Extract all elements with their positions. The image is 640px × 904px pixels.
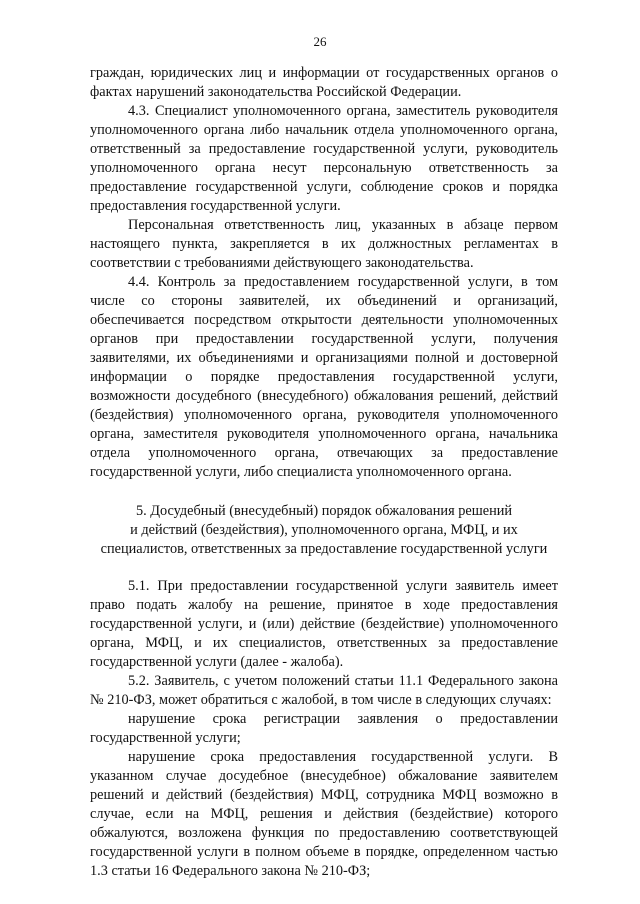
paragraph: 5.2. Заявитель, с учетом положений статьи 11.1 Федерального закона № 210-ФЗ, может обратиться с жалобой, в том числе в следующих случаях: — [90, 673, 558, 708]
paragraph: граждан, юридических лиц и информации от государственных органов о фактах нарушений законодательства Российской Федерации. — [90, 65, 558, 100]
paragraph: 4.3. Специалист уполномоченного органа, заместитель руководителя уполномоченного органа либо начальник отдела уполномоченного органа, ответственный за предоставление государственной услуги, руководитель уполномоченного органа несут персональную ответственность за предоставление государственной услуги, соблюдение сроков и порядка предоставления государственной услуги. — [90, 103, 558, 214]
section-heading-line: и действий (бездействия), уполномоченного органа, МФЦ, и их — [130, 522, 518, 538]
section-heading-line: специалистов, ответственных за предоставление государственной услуги — [100, 541, 548, 557]
paragraph: нарушение срока регистрации заявления о предоставлении государственной услуги; — [90, 711, 558, 746]
section-heading-line: 5. Досудебный (внесудебный) порядок обжалования решений — [135, 503, 513, 519]
paragraph: 4.4. Контроль за предоставлением государственной услуги, в том числе со стороны заявителей, их объединений и организаций, обеспечивается посредством открытости деятельности уполномоченных органов при предоставлении государственной услуги, получения заявителями, их объединениями и организациями полной и достоверной информации о порядке предоставления государственной услуги, возможности досудебного (внесудебного) обжалования решений, действий (бездействия) уполномоченного органа, руководителя уполномоченного органа, заместителя руководителя уполномоченного органа, начальника отдела уполномоченного органа, отвечающих за предоставление государственной услуги, либо специалиста уполномоченного органа. — [90, 274, 558, 480]
document-body — [90, 64, 558, 881]
paragraph: нарушение срока предоставления государственной услуги. В указанном случае досудебное (внесудебное) обжалование заявителем решений и действий (бездействия) МФЦ, сотрудника МФЦ возможно в случае, если на МФЦ, решения и действия (бездействие) которого обжалуются, возложена функция по предоставлению соответствующей государственной услуги в полном объеме в порядке, определенном частью 1.3 статьи 16 Федерального закона № 210-ФЗ; — [90, 749, 558, 879]
paragraph: Персональная ответственность лиц, указанных в абзаце первом настоящего пункта, закрепляется в их должностных регламентах в соответствии с требованиями действующего законодательства. — [90, 217, 558, 271]
section-heading — [90, 502, 558, 559]
page-number: 26 — [313, 34, 327, 49]
paragraph: 5.1. При предоставлении государственной услуги заявитель имеет право подать жалобу на решение, принятое в ходе предоставления государственной услуги, и (или) действие (бездействие) уполномоченного органа, МФЦ, и их специалистов, ответственных за предоставление государственной услуги (далее - жалоба). — [90, 578, 558, 670]
